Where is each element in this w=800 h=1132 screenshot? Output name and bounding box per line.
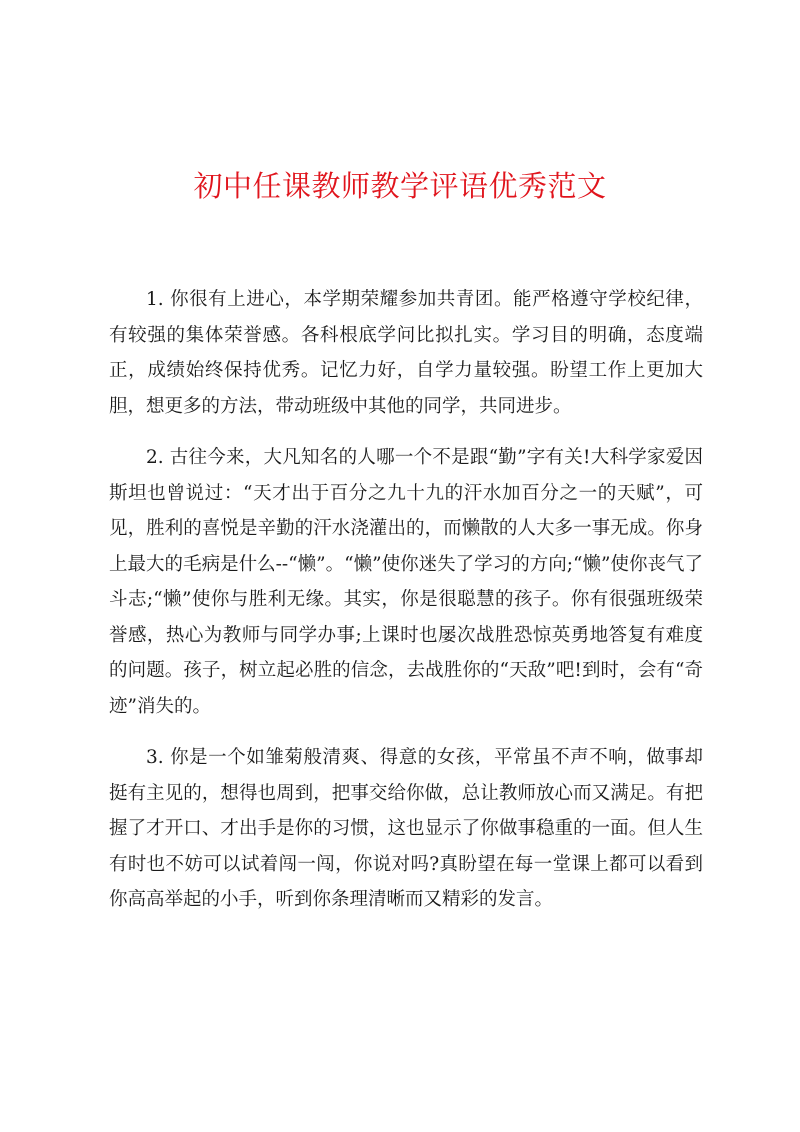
document-body xyxy=(109,282,703,934)
page-title: 初中任课教师教学评语优秀范文 xyxy=(193,169,607,203)
paragraph-2: 2. 古往今来，大凡知名的人哪一个不是跟“勤”字有关!大科学家爱因斯坦也曾说过：“天才出于百分之九十九的汗水加百分之一的天赋”，可见，胜利的喜悦是辛勤的汗水浇灌出的，而懒散的人大多一事无成。你身上最大的毛病是什么--“懒”。“懒”使你迷失了学习的方向;“懒”使你丧气了斗志;“懒”使你与胜利无缘。其实，你是很聪慧的孩子。你有很强班级荣誉感，热心为教师与同学办事;上课时也屡次战胜恐惊英勇地答复有难度的问题。孩子，树立起必胜的信念，去战胜你的“天敌”吧!到时，会有“奇迹”消失的。 xyxy=(109,447,703,717)
paragraph-3: 3. 你是一个如雏菊般清爽、得意的女孩，平常虽不声不响，做事却挺有主见的，想得也周到，把事交给你做，总让教师放心而又满足。有把握了才开口、才出手是你的习惯，这也显示了你做事稳重的一面。但人生有时也不妨可以试着闯一闯，你说对吗?真盼望在每一堂课上都可以看到你高高举起的小手，听到你条理清晰而又精彩的发言。 xyxy=(109,747,703,910)
paragraph-1: 1. 你很有上进心，本学期荣耀参加共青团。能严格遵守学校纪律，有较强的集体荣誉感。各科根底学问比拟扎实。学习目的明确，态度端正，成绩始终保持优秀。记忆力好，自学力量较强。盼望工作上更加大胆，想更多的方法，带动班级中其他的同学，共同进步。 xyxy=(109,289,703,417)
